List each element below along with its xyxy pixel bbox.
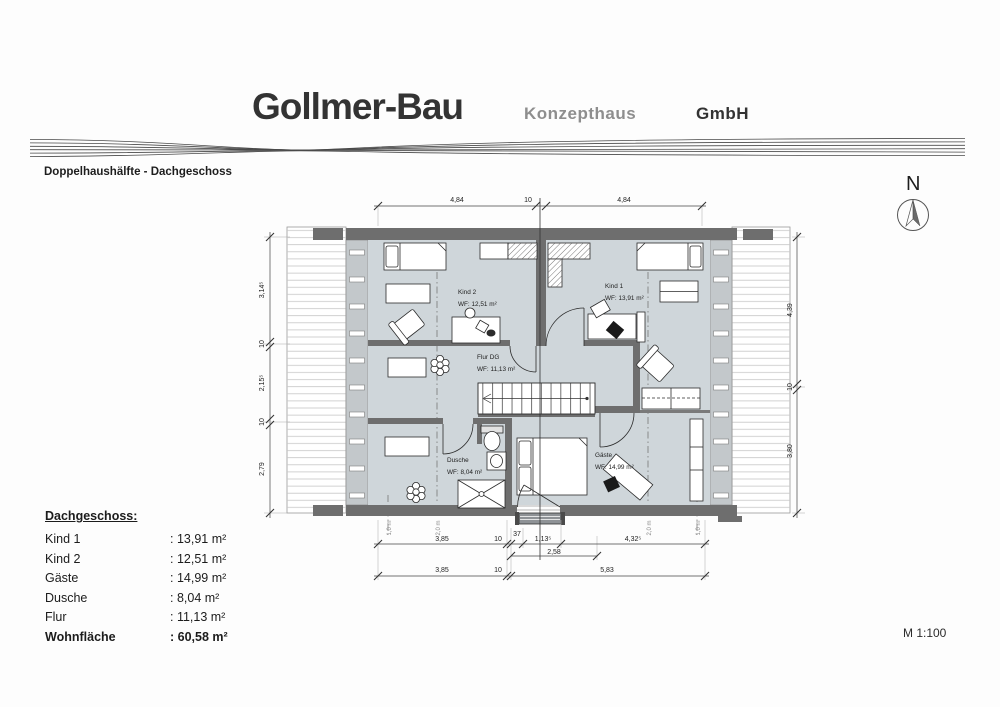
legend-row: Flur : 11,13 m² bbox=[45, 610, 226, 624]
room-label-kind2: Kind 2 bbox=[458, 289, 477, 296]
svg-text:2,79: 2,79 bbox=[259, 462, 266, 476]
svg-text:3,14⁵: 3,14⁵ bbox=[259, 281, 266, 299]
svg-text:10: 10 bbox=[494, 567, 502, 574]
tall-shelf-icon bbox=[690, 419, 703, 501]
svg-text:4,39: 4,39 bbox=[787, 303, 794, 317]
wavy-divider bbox=[30, 139, 965, 157]
company-logo-text: Gollmer-Bau bbox=[252, 86, 464, 127]
north-arrow-icon bbox=[898, 173, 929, 231]
legend-row-total: Wohnfläche : 60,58 m² bbox=[45, 629, 228, 644]
legend-title: Dachgeschoss: bbox=[45, 509, 138, 523]
bed-icon bbox=[637, 243, 703, 270]
shelf-icon bbox=[660, 281, 698, 302]
svg-text:3,85: 3,85 bbox=[435, 567, 449, 574]
low-shelf-icon bbox=[642, 388, 700, 409]
legend-row: Dusche : 8,04 m² bbox=[45, 590, 220, 605]
svg-text:37: 37 bbox=[513, 531, 521, 538]
double-bed-icon bbox=[517, 438, 587, 495]
north-label: N bbox=[906, 173, 921, 195]
svg-text:3,80: 3,80 bbox=[787, 444, 794, 458]
cabinet-icon bbox=[388, 358, 426, 377]
svg-text:10: 10 bbox=[787, 383, 794, 391]
bench-icon bbox=[385, 437, 429, 456]
room-label-dusche: Dusche bbox=[447, 457, 469, 464]
svg-text:4,84: 4,84 bbox=[617, 197, 631, 204]
room-area-gaeste: WF: 14,99 m² bbox=[595, 464, 634, 471]
company-logo-sub: Konzepthaus bbox=[524, 104, 637, 123]
sink-icon bbox=[487, 452, 506, 470]
svg-text:10: 10 bbox=[259, 418, 266, 426]
room-label-flur: Flur DG bbox=[477, 354, 500, 361]
svg-text:10: 10 bbox=[524, 197, 532, 204]
svg-text:1,13⁵: 1,13⁵ bbox=[534, 536, 552, 543]
scale-label: M 1:100 bbox=[903, 626, 947, 640]
dresser-icon bbox=[386, 284, 430, 303]
svg-text:5,83: 5,83 bbox=[600, 567, 614, 574]
dim-left bbox=[259, 232, 290, 518]
shower-icon bbox=[458, 480, 505, 508]
svg-text:4,32⁵: 4,32⁵ bbox=[624, 536, 642, 543]
svg-text:10: 10 bbox=[259, 340, 266, 348]
svg-text:2,0 m: 2,0 m bbox=[436, 520, 442, 536]
company-logo-suffix: GmbH bbox=[696, 104, 749, 123]
room-area-kind1: WF: 13,91 m² bbox=[605, 295, 644, 302]
room-label-kind1: Kind 1 bbox=[605, 283, 624, 290]
svg-text:4,84: 4,84 bbox=[450, 197, 464, 204]
legend-row: Kind 2 : 12,51 m² bbox=[45, 551, 227, 566]
legend-row: Kind 1 : 13,91 m² bbox=[45, 532, 227, 546]
room-label-gaeste: Gäste bbox=[595, 452, 613, 459]
side-shelf-icon bbox=[637, 312, 645, 342]
svg-text:1,0 m: 1,0 m bbox=[696, 520, 702, 536]
svg-text:2,0 m: 2,0 m bbox=[647, 520, 653, 536]
svg-text:2,58: 2,58 bbox=[547, 549, 561, 556]
dim-bottom bbox=[374, 520, 709, 580]
stairs bbox=[478, 383, 595, 414]
bed-icon bbox=[384, 243, 446, 270]
svg-text:2,15⁵: 2,15⁵ bbox=[259, 374, 266, 392]
room-area-dusche: WF: 8,04 m² bbox=[447, 469, 483, 476]
room-area-kind2: WF: 12,51 m² bbox=[458, 301, 497, 308]
svg-text:10: 10 bbox=[494, 536, 502, 543]
svg-text:1,0 m: 1,0 m bbox=[387, 520, 393, 536]
svg-text:3,85: 3,85 bbox=[435, 536, 449, 543]
legend-row: Gäste : 14,99 m² bbox=[45, 571, 227, 585]
drawing-title: Doppelhaushälfte - Dachgeschoss bbox=[44, 166, 232, 178]
room-area-flur: WF: 11,13 m² bbox=[477, 366, 516, 373]
